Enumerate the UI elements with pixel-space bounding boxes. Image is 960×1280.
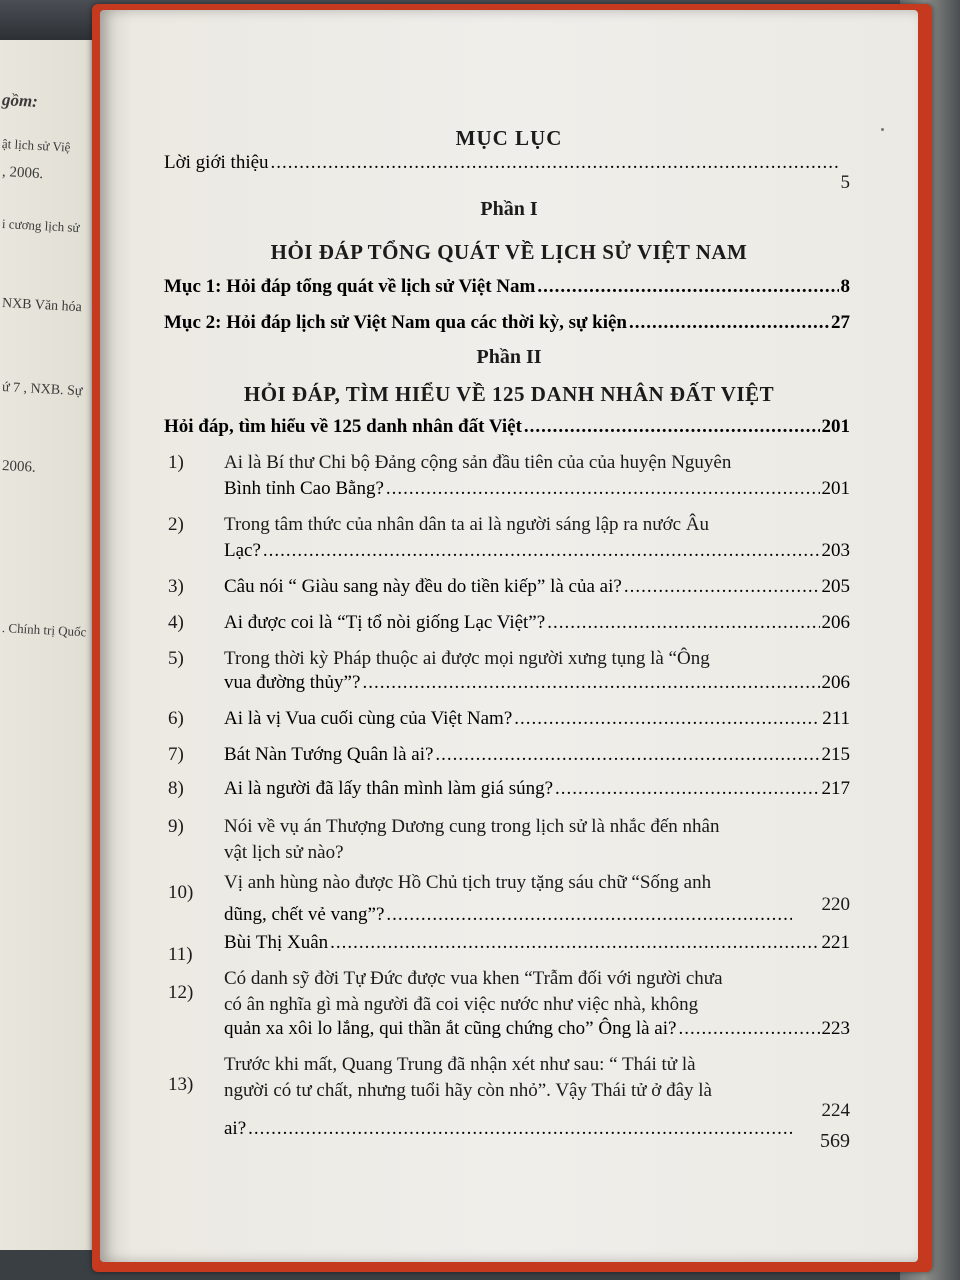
question-text: Bát Nàn Tướng Quân là ai? — [224, 744, 434, 765]
question-number: 5) — [168, 648, 184, 669]
part-heading: HỎI ĐÁP, TÌM HIỂU VỀ 125 DANH NHÂN ĐẤT VIỆT — [243, 382, 775, 406]
question-last-line — [224, 778, 850, 800]
question-text: người có tư chất, nhưng tuổi hãy còn nhỏ”. Vậy Thái tử ở đây là — [224, 1080, 712, 1101]
question-last-line — [224, 744, 850, 766]
left-line: ật lịch sử Việ — [1, 136, 71, 155]
question-text: Bùi Thị Xuân — [224, 932, 329, 953]
toc-entry-label: Mục 1: Hỏi đáp tổng quát về lịch sử Việt Nam — [164, 276, 536, 297]
question-number: 2) — [168, 514, 184, 535]
question-last-line — [224, 932, 850, 954]
question-last-line — [224, 904, 794, 926]
question-number: 4) — [168, 612, 184, 633]
part-label: Phần II — [476, 346, 542, 368]
left-line: ứ 7 , NXB. Sự — [1, 380, 83, 400]
question-text: vật lịch sử nào? — [224, 842, 344, 863]
toc-entry-label: Hỏi đáp, tìm hiểu về 125 danh nhân đất Việt — [164, 416, 522, 437]
question-number: 13) — [168, 1074, 194, 1095]
question-last-line — [224, 708, 850, 730]
question-number: 6) — [168, 708, 184, 729]
question-text: vua đường thủy”? — [224, 672, 361, 693]
question-page: 211 — [822, 708, 850, 729]
question-page: 221 — [821, 932, 850, 953]
question-text: Ai là người đã lấy thân mình làm giá súng? — [224, 778, 554, 799]
question-text: ai? — [224, 1118, 247, 1139]
question-text: Lạc? — [224, 540, 261, 561]
question-number: 7) — [168, 744, 184, 765]
toc-section — [164, 416, 850, 438]
question-number: 10) — [168, 882, 194, 903]
question-page: 206 — [821, 672, 850, 693]
question-last-line — [224, 540, 850, 562]
question-text: Bình tỉnh Cao Bằng? — [224, 478, 384, 499]
left-line: gồm: — [1, 90, 39, 111]
question-page: 217 — [821, 778, 850, 799]
question-page: 224 — [821, 1100, 850, 1121]
left-line: NXB Văn hóa — [1, 296, 83, 316]
question-last-line — [224, 1118, 794, 1140]
question-text: Ai là Bí thư Chi bộ Đảng cộng sản đầu tiên của của huyện Nguyên — [224, 452, 732, 473]
question-text: Trước khi mất, Quang Trung đã nhận xét như sau: “ Thái tử là — [224, 1054, 696, 1075]
question-number: 8) — [168, 778, 184, 799]
question-page: 206 — [821, 612, 850, 633]
page-number: 569 — [820, 1130, 850, 1152]
toc-entry-page: 201 — [821, 416, 850, 437]
question-last-line — [224, 672, 850, 694]
question-page: 205 — [821, 576, 850, 597]
question-page: 220 — [821, 894, 850, 915]
question-text: Trong thời kỳ Pháp thuộc ai được mọi người xưng tụng là “Ông — [224, 648, 710, 669]
toc-entry-page: 5 — [840, 172, 850, 193]
toc-title: MỤC LỤC — [455, 126, 563, 150]
question-text: có ân nghĩa gì mà người đã coi việc nước như việc nhà, không — [224, 994, 699, 1015]
question-page: 215 — [821, 744, 850, 765]
question-last-line — [224, 576, 850, 598]
question-text: Câu nói “ Giàu sang này đều do tiền kiếp” là của ai? — [224, 576, 622, 597]
toc-entry-intro — [164, 152, 850, 174]
question-text: quản xa xôi lo lắng, qui thần ắt cũng chứng cho” Ông là ai? — [224, 1018, 677, 1039]
toc-entry-label: Lời giới thiệu — [164, 152, 269, 173]
question-text: dũng, chết vẻ vang”? — [224, 904, 385, 925]
question-last-line — [224, 612, 850, 634]
toc-entry-page: 27 — [831, 312, 850, 333]
question-page: 223 — [821, 1018, 850, 1039]
part-label: Phần I — [480, 198, 538, 220]
question-number: 12) — [168, 982, 194, 1003]
question-text: Vị anh hùng nào được Hồ Chủ tịch truy tặng sáu chữ “Sống anh — [224, 872, 712, 893]
toc-entry — [164, 312, 850, 334]
part-heading: HỎI ĐÁP TỔNG QUÁT VỀ LỊCH SỬ VIỆT NAM — [270, 240, 748, 264]
question-page: 201 — [821, 478, 850, 499]
toc-entry — [164, 276, 850, 298]
left-line: . Chính trị Quốc — [1, 620, 87, 640]
toc-entry-page: 8 — [840, 276, 850, 297]
question-text: Nói về vụ án Thượng Dương cung trong lịch sử là nhắc đến nhân — [224, 816, 720, 837]
question-page: 203 — [821, 540, 850, 561]
question-number: 3) — [168, 576, 184, 597]
question-number: 11) — [168, 944, 193, 965]
question-last-line — [224, 1018, 850, 1040]
question-text: Có danh sỹ đời Tự Đức được vua khen “Trẫm đối với người chưa — [224, 968, 723, 989]
toc-entry-label: Mục 2: Hỏi đáp lịch sử Việt Nam qua các thời kỳ, sự kiện — [164, 312, 627, 333]
question-number: 1) — [168, 452, 184, 473]
question-text: Ai được coi là “Tị tổ nòi giống Lạc Việt”? — [224, 612, 546, 633]
question-text: Ai là vị Vua cuối cùng của Việt Nam? — [224, 708, 513, 729]
question-number: 9) — [168, 816, 184, 837]
question-last-line — [224, 478, 850, 500]
left-line: , 2006. — [1, 164, 44, 183]
left-line: 2006. — [1, 458, 37, 476]
toc-page — [100, 10, 918, 1262]
question-text: Trong tâm thức của nhân dân ta ai là người sáng lập ra nước Âu — [224, 514, 710, 535]
left-line: i cương lịch sử — [1, 216, 80, 236]
